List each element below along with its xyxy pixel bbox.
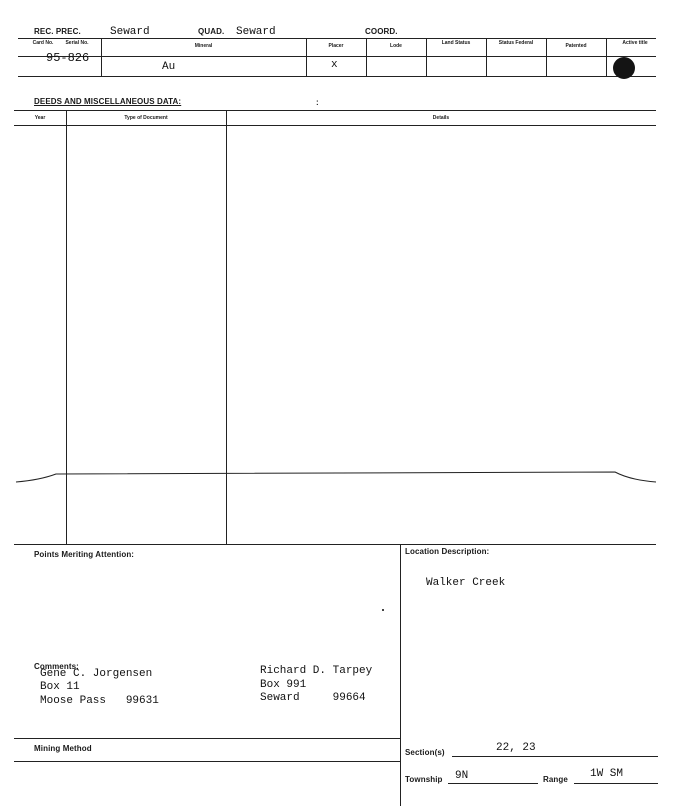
section-value: 22, 23 <box>496 742 536 754</box>
col-land-status: Land Status <box>441 40 471 46</box>
record-bottom-rule <box>18 76 656 77</box>
deeds-top-rule <box>14 110 656 111</box>
column-header-rule <box>18 56 656 57</box>
section-label: Section(s) <box>405 748 445 757</box>
range-underline <box>574 783 658 784</box>
comment-left-line-1: Gene C. Jorgensen <box>40 668 153 680</box>
section-underline <box>452 756 658 757</box>
col-status-federal: Status Federal <box>498 40 534 46</box>
active-title-dot <box>613 57 635 79</box>
col-mineral: Mineral <box>194 43 213 49</box>
range-label: Range <box>543 775 568 784</box>
comment-right-line-2: Box 991 <box>260 679 307 691</box>
col-divider <box>426 38 427 76</box>
placer-value: x <box>331 59 338 71</box>
col-serial-no: Serial No. <box>65 40 89 46</box>
mining-method-top-rule <box>14 738 400 739</box>
speck <box>382 609 384 611</box>
deeds-heading: DEEDS AND MISCELLANEOUS DATA: <box>34 97 182 106</box>
col-lode: Lode <box>390 43 402 49</box>
col-placer: Placer <box>328 43 344 49</box>
deeds-header-rule <box>14 125 656 126</box>
township-label: Township <box>405 775 443 784</box>
deeds-colon: : <box>316 98 319 107</box>
quad-value: Seward <box>236 26 276 38</box>
col-year: Year <box>34 115 46 121</box>
top-rule <box>18 38 656 39</box>
comment-left-line-3: Moose Pass 99631 <box>40 695 159 707</box>
page-fold-line <box>0 468 678 490</box>
township-underline <box>448 783 538 784</box>
location-label: Location Description: <box>405 547 490 556</box>
location-value: Walker Creek <box>426 577 506 589</box>
col-type-of-document: Type of Document <box>124 115 168 121</box>
mining-method-label: Mining Method <box>34 744 92 753</box>
col-details: Details <box>432 115 450 121</box>
points-label: Points Meriting Attention: <box>34 550 135 559</box>
range-value: 1W SM <box>590 768 624 780</box>
quad-label: QUAD. <box>198 27 225 36</box>
rec-prec-value: Seward <box>110 26 150 38</box>
col-active-title: Active title <box>622 40 648 46</box>
township-value: 9N <box>455 770 469 782</box>
rec-prec-label: REC. PREC. <box>34 27 81 36</box>
mineral-value: Au <box>162 61 176 73</box>
comment-right-line-3: Seward 99664 <box>260 692 366 704</box>
comment-right-line-1: Richard D. Tarpey <box>260 665 373 677</box>
comment-left-line-2: Box 11 <box>40 681 80 693</box>
col-divider <box>606 38 607 76</box>
col-divider <box>486 38 487 76</box>
card-serial-value: 95-826 <box>46 51 90 65</box>
comments-label: Comments: <box>34 662 79 671</box>
col-card-no: Card No. <box>32 40 54 46</box>
coord-label: COORD. <box>365 27 398 36</box>
lower-center-divider <box>400 544 401 806</box>
mining-method-bottom-rule <box>14 761 400 762</box>
lower-top-rule <box>14 544 656 545</box>
col-patented: Patented <box>565 43 587 49</box>
